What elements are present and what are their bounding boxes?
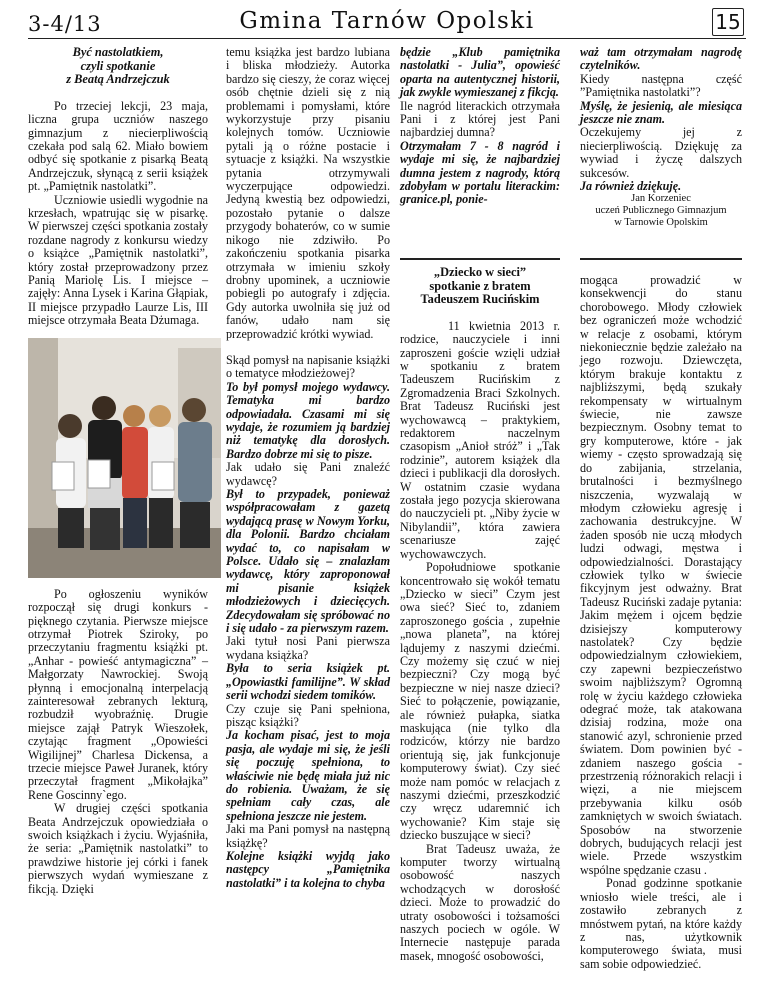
issue-number: 3-4/13 <box>28 12 102 36</box>
author-signature: Jan Korzeniec <box>631 193 691 205</box>
interview-answer: Był to przypadek, ponieważ współpracowałam z gazetą wydającą prasę w Nowym Yorku, dla Polonii. Bardzo chciałam wydać to, co napisałam w Polsce. Udało się – znalazłam wydawcę, który zaproponował mi pisanie książek młodzieżowych i dziecięcych. Zdecydowałam się spróbować no i się udało - za pierwszym razem. <box>226 487 390 636</box>
column-3 <box>400 266 560 963</box>
group-photo-image <box>28 338 221 578</box>
spacer <box>226 341 390 354</box>
interview-question: Jak udało się Pani znaleźć wydawcę? <box>226 460 390 488</box>
column-3-top <box>400 46 560 207</box>
article-title-line: czyli spotkanie <box>80 58 156 73</box>
spacer <box>400 307 560 320</box>
column-4 <box>580 274 742 971</box>
author-signature: uczeń Publicznego Gimnazjum <box>595 205 727 217</box>
interview-question: Ile nagród literackich otrzymała Pani i z której jest Pani najbardziej dumna? <box>400 98 560 140</box>
interview-answer: waż tam otrzymałam nagrodę czytelników. <box>580 45 742 73</box>
page-number-box: 15 <box>712 8 744 36</box>
interview-answer: To był pomysł mojego wydawcy. Tematyka mi bardzo odpowiadała. Czasami mi się wydaje, że rozumiem ją bardziej niż tematykę dla dorosłych. Bardzo dobrze mi się to pisze. <box>226 379 390 461</box>
interview-question: Jaki ma Pani pomysł na następną książkę? <box>226 822 390 850</box>
interview-answer: Kolejne książki wyjdą jako następcy „Pamiętnika nastolatki” i ta kolejna to chyba <box>226 848 390 890</box>
paragraph: Uczniowie usiedli wygodnie na krzesłach, wpatrując się w pisarkę. W pierwszej części spotkania zostały rozdane nagrody z konkursu wiedzy o książce „Pamiętnik nastolatki”, który został przeprowadzony przez Panią Mariolę Lis. I miejsce – zajęły: Anna Lysek i Karina Głąpiak, II miejsce przypadło Laurze Lis, III miejsce otrzymała Beata Dżumaga. <box>28 192 208 328</box>
group-photo <box>28 338 221 578</box>
paragraph: 11 kwietnia 2013 r. rodzice, nauczyciele i inni zaproszeni goście wzięli udział w spotkaniu z bratem Tadeuszem Rucińskim z Zgromadzenia Braci Szkolnych. Brat Tadeusz Ruciński jest wychowawcą – praktykiem, redaktorem naczelnym czasopism „Anioł stróż” i „Tak rodzinie”, autorem książek dla dzieci i publikacji dla dorosłych. W ostatnim czasie wydana została jego pozycja skierowana do nauczycieli pt. „Niby życie w Nibylandii”, która zawiera scenariusze zajęć wychowawczych. <box>400 318 560 561</box>
interview-question: Skąd pomysł na napisanie książki o tematyce młodzieżowej? <box>226 352 390 381</box>
paragraph: Po trzeciej lekcji, 23 maja, liczna grupa uczniów naszego gimnazjum z niecierpliwością czekała pod salą 62. Miało bowiem odbyć się spotkanie z pisarką Beatą Andrzejczuk, słynącą z serii książek pt. „Pamiętnik nastolatki”. <box>28 98 208 194</box>
article-title-line: spotkanie z bratem <box>429 278 531 293</box>
header-rule <box>28 38 746 39</box>
paragraph: mogąca prowadzić w konsekwencji do stanu chorobowego. Młody człowiek bez ograniczeń może wchodzić w relacje z osobami, którym niekoniecznie będzie zależało na jego rozwoju. Dziewczęta, którym brakuje kontaktu z najbliższymi, będą szukały rekompensaty w wirtualnym świecie, nie zawsze bezpiecznym. Osobny temat to gry komputerowe, które - jak wiemy - często sprowadzają się do zabijania, strzelania, brutalności i bezmyślnego niszczenia, wyzwalają w młodym człowieku agresję i zachowania destrukcyjne. W żaden sposób nie uczą młodych ludzi odwagi, męstwa i odpowiedzialności. Dorastający człowiek tylko w świecie fikcyjnym jest odważny. Brat Tadeusz Ruciński zadaje pytania: Jakim mężem i ojcem będzie dzisiejszy komputerowy nastolatek? Czy będzie odpowiedzialnym człowiekiem, czy zapewni bezpieczeństwo swoim najbliższym? Ogromną rolę w życiu każdego człowieka odegrać może, tak atakowana dzisiaj rodzina, może ona stanowić azyl, schronienie przed światem. Dom powinien być - zdaniem naszego gościa - przestrzenią różnorakich relacji i więzi, a nie miejscem przebywania kilku osób zamkniętych w swoich światach. Sposobów na stworzenie dobrych, budujących relacji jest wiele. Przede wszystkim wspólne spędzanie czasu . <box>580 273 742 877</box>
paragraph: Brat Tadeusz uważa, że komputer tworzy wirtualną osobowość naszych wchodzących w dorosłość dzieci. Może to prowadzić do utraty osobowości i tożsamości naszych pociech w ogóle. W Internecie następuje parada masek, mnogość osobowości, <box>400 841 560 963</box>
paragraph: Ponad godzinne spotkanie wniosło wiele treści, ale i zostawiło zebranych z mnóstwem pytań, na które każdy z nas, użytkownik komputerowego świata, musi sam sobie odpowiedzieć. <box>580 876 742 971</box>
interview-answer: Myślę, że jesienią, ale miesiąca jeszcze nie znam. <box>580 98 742 127</box>
interview-answer: Ja kocham pisać, jest to moja pasja, ale wydaje mi się, że jeśli się poczuję spełniona, to właściwie nie będę miała już nic do robienia. Uważam, że się spełniam cały czas, ale spełniona jeszcze nie jestem. <box>226 728 390 823</box>
spacer <box>28 87 208 100</box>
page-header <box>28 6 746 36</box>
column-1 <box>28 46 208 896</box>
newsletter-title: Gmina Tarnów Opolski <box>239 8 535 34</box>
interview-answer: Otrzymałam 7 - 8 nagród i wydaje mi się, że najbardziej dumna jestem z nagrody, którą zdobyłam w portalu literackim: granice.pl, ponie- <box>400 138 560 207</box>
interview-answer: Ja również dziękuję. <box>580 179 682 194</box>
paragraph: Popołudniowe spotkanie koncentrowało się wokół tematu „Dziecko w sieci” Czym jest owa sieć? Sieć to, zdaniem zaproszonego gościa , zupełnie „nowa planeta”, na której lądujemy z naszymi dziećmi. Czy możemy się czuć w niej bezpieczni? Czy mogą być bezpieczne w niej nasze dzieci? Sieć to połączenie, powiązanie, ale również pułapka, siatka maskująca (nie tylko dla rodziców, którzy nie bardzo orientują się, jak funkcjonuje komputerowy świat). Czy sieć może nam pomóc w relacjach z naszymi dziećmi, przeszkodzić czy wręcz udaremnić ich wychowanie? Kim staje się dziecko buszujące w sieci? <box>400 560 560 843</box>
interview-question: Czy czuje się Pani spełniona, pisząc książki? <box>226 701 390 729</box>
interview-answer: Była to seria książek pt. „Opowiastki familijne”. W skład serii wchodzi siedem tomików. <box>226 661 390 703</box>
article-title-line: „Dziecko w sieci” <box>433 265 527 279</box>
paragraph: Po ogłoszeniu wyników rozpoczął się drugi konkurs - pięknego czytania. Pierwsze miejsce otrzymał Piotrek Sziroky, po przeczytaniu fragmentu książki pt. „Anhar - powieść antymagiczna” – Małgorzaty Nawrockiej. Swoją płynną i emocjonalną interpelacją zainteresował zebranych lekturą, rozbudził wyobraźnię. Drugie miejsce zajął Patryk Wieszołek, czytając fragment „Opowieści Wigilijnej” Charlesa Dickensa, a trzecie miejsce Paweł Juranek, który przeczytał fragment „Mikołajka” Rene Goscinny`ego. <box>28 586 208 802</box>
interview-question: Jaki tytuł nosi Pani pierwsza wydana książka? <box>226 634 390 662</box>
article-title-line: Być nastolatkiem, <box>72 45 164 59</box>
section-divider <box>400 258 560 260</box>
section-divider <box>580 258 742 260</box>
article-title-line: Tadeuszem Rucińskim <box>420 292 540 307</box>
column-4-top <box>580 46 742 229</box>
author-signature: w Tarnowie Opolskim <box>614 217 708 229</box>
paragraph: W drugiej części spotkania Beata Andrzejczuk opowiedziała o swoich książkach i życiu. Wyjaśniła, że seria: „Pamiętnik nastolatki” to prawdziwe historie jej córki i fanek pierwszych wydań wymieszane z fikcją. Dzięki <box>28 801 208 896</box>
interview-question: Oczekujemy jej z niecierpliwością. Dziękuję za wywiad i życzę dalszych sukcesów. <box>580 125 742 180</box>
column-2 <box>226 46 390 890</box>
interview-answer: będzie „Klub pamiętnika nastolatki - Julia”, opowieść oparta na autentycznej historii, jak zwykle wymieszanej z fikcją. <box>400 45 560 100</box>
paragraph: temu książka jest bardzo lubiana i bliska młodzieży. Autorka bardzo się cieszy, że coraz więcej osób chętnie dzieli się z nią problemami i pomysłami, które wykorzystuje przy pisaniu kolejnych tomów. Uczniowie pytali ją o różne postacie i sytuacje z książki. Na wszystkie pytania otrzymywali wyczerpujące odpowiedzi. Jedyną kwestią bez odpowiedzi, pozostało pytanie o dalsze przygody bohaterów, co w sumie nikogo nie zdziwiło. Po zakończeniu spotkania pisarka otrzymała w imieniu szkoły drobny upominek, a uczniowie pobiegli po autografy i zdjęcia. Gdy autorka uwolniła się już od fanów, udało nam się przeprowadzić krótki wywiad. <box>226 45 390 341</box>
article-title-line: z Beatą Andrzejczuk <box>66 72 170 87</box>
interview-question: Kiedy następna część ”Pamiętnika nastolatki”? <box>580 71 742 100</box>
